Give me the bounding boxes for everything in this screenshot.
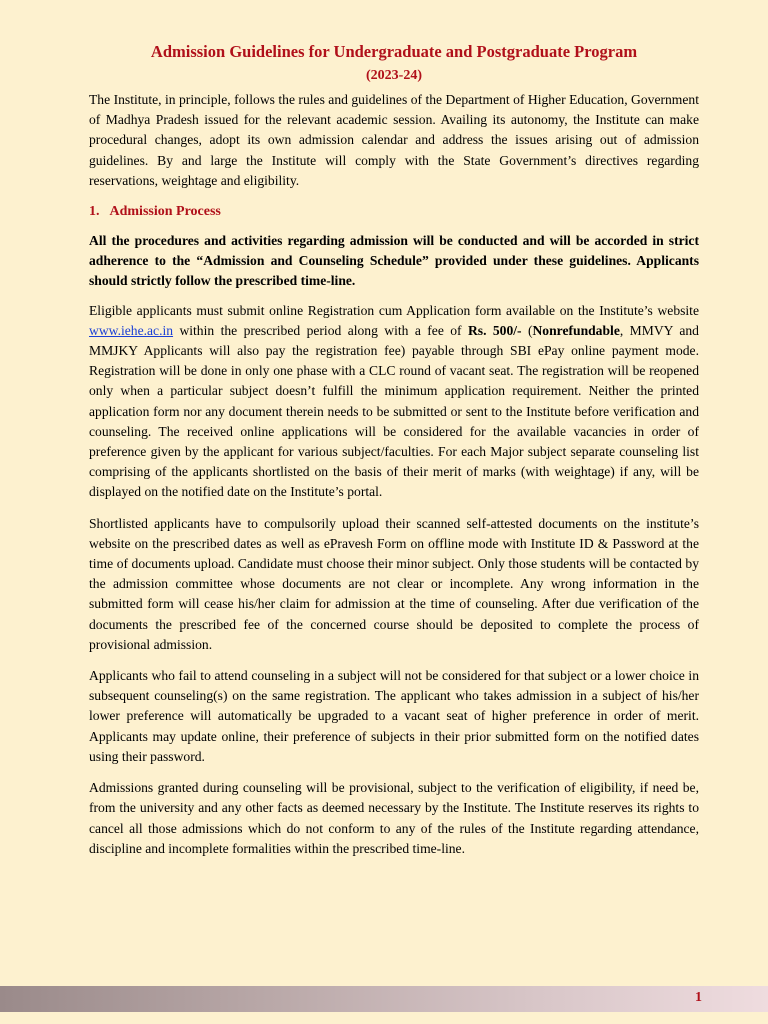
registration-paragraph xyxy=(89,301,699,503)
document-page xyxy=(89,40,699,870)
registration-text-mid: within the prescribed period along with a fee of xyxy=(173,322,468,338)
provisional-admission-paragraph: Admissions granted during counseling will be provisional, subject to the verification of eligibility, if need be, from the university and any other facts as deemed necessary by the Institute. The Institute reserves its rights to cancel all those admissions which do not conform to any of the rules of the Institute regarding attendance, discipline and incomplete formalities within the prescribed time-line. xyxy=(89,780,699,856)
schedule-notice-paragraph: All the procedures and activities regarding admission will be conducted and will be accorded in strict adherence to the “Admission and Counseling Schedule” provided under these guidelines. Applicants should strictly follow the prescribed time-line. xyxy=(89,233,699,289)
documents-paragraph: Shortlisted applicants have to compulsorily upload their scanned self-attested documents on the institute’s website on the prescribed dates as well as ePravesh Form on offline mode with Institute ID & Password at the time of documents upload. Candidate must choose their minor subject. Only those students will be contacted by the admission committee whose documents are not clear or incomplete. Any wrong information in the submitted form will cease his/her claim for admission at the time of counseling. After due verification of the documents the prescribed fee of the concerned course should be deposited to complete the process of provisional admission. xyxy=(89,515,699,652)
section-title: Admission Process xyxy=(109,204,221,220)
section-number: 1. xyxy=(89,204,100,220)
footer-bar xyxy=(0,986,768,1012)
nonrefundable-label: Nonrefundable xyxy=(532,322,620,338)
document-year: (2023-24) xyxy=(366,68,422,83)
document-title: Admission Guidelines for Undergraduate and Postgraduate Program xyxy=(150,42,638,61)
section-heading xyxy=(89,201,699,223)
page-number: 1 xyxy=(695,990,702,1005)
counseling-paragraph: Applicants who fail to attend counseling in a subject will not be considered for that subject or a lower choice in subsequent counseling(s) on the same registration. The applicant who takes admission in a subject of his/her lower preference will automatically be upgraded to a vacant seat of higher preference in order of merit. Applicants may update online, their preference of subjects in their prior submitted form on the notified dates using their password. xyxy=(89,668,699,764)
registration-text-rest: , MMVY and MMJKY Applicants will also pay the registration fee) payable through SBI ePay online payment mode. Registration will be done in only one phase with a CLC round of vacant seat. The registration will be reopened only when a particular subject doesn’t fulfill the minimum application requirement. Neither the printed application form nor any document therein needs to be submitted or sent to the Institute before verification and counseling. The received online applications will be considered for the available vacancies in order of preference given by the applicant for various subject/faculties. For each Major subject separate counseling list comprising of the applicants shortlisted on the basis of their merit of marks (with weightage) if any, will be displayed on the notified date on the Institute’s portal. xyxy=(89,322,699,500)
intro-paragraph: The Institute, in principle, follows the rules and guidelines of the Department of Higher Education, Government of Madhya Pradesh issued for the relevant academic session. Availing its autonomy, the Institute can make procedural changes, adopt its own admission calendar and address the issues arising out of admission guidelines. By and large the Institute will comply with the State Government’s directives regarding reservations, weightage and eligibility. xyxy=(89,92,699,188)
registration-text-start: Eligible applicants must submit online Registration cum Application form available on the Institute’s website xyxy=(89,302,699,318)
registration-fee: Rs. 500/- xyxy=(467,322,522,338)
institute-website-link[interactable]: www.iehe.ac.in xyxy=(89,322,174,338)
registration-open-paren: ( xyxy=(521,322,533,338)
